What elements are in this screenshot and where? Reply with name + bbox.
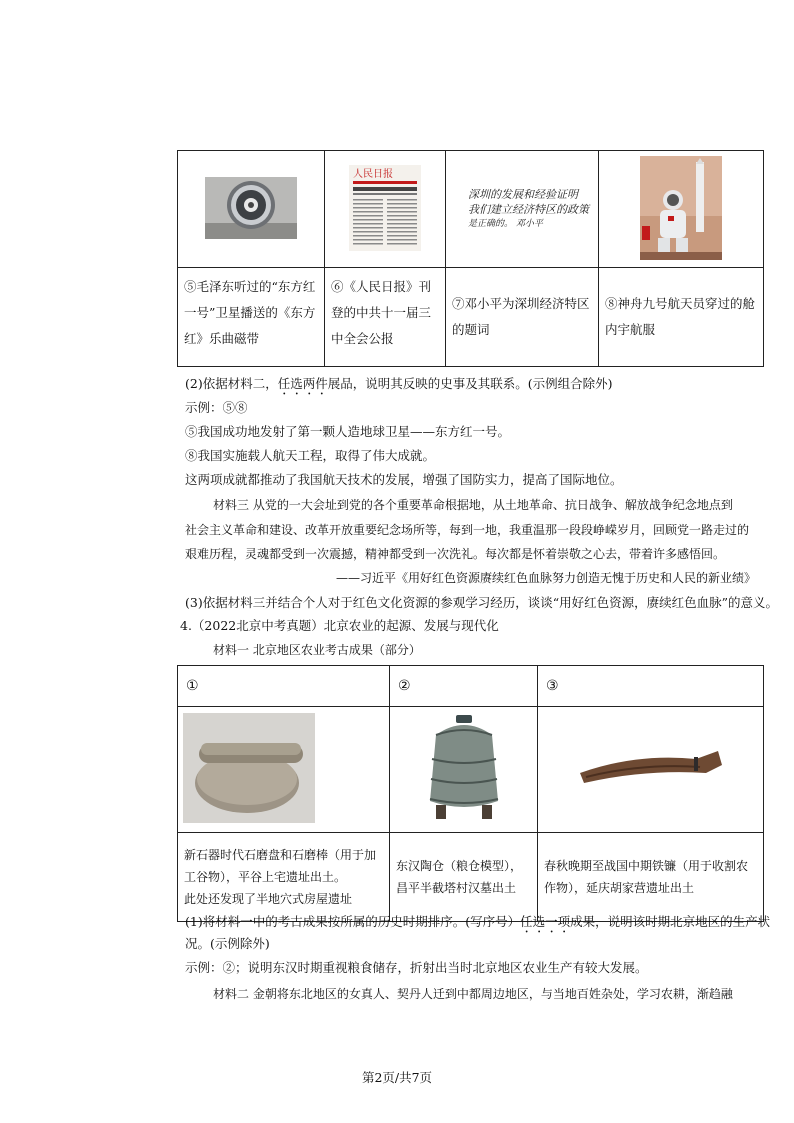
caption-3 <box>538 833 764 922</box>
number-2: ② <box>390 666 538 707</box>
caption-1-line-3: 此处还发现了半地穴式房屋遗址 <box>184 892 353 906</box>
image-cell-spacesuit <box>599 151 764 268</box>
page-footer: 第2页/共7页 <box>361 1070 433 1085</box>
calligraphy-image <box>446 187 598 232</box>
caption-7: ⑦邓小平为深圳经济特区的题词 <box>446 268 599 367</box>
tape-reel-image <box>205 177 297 239</box>
image-cell-calligraphy <box>446 151 599 268</box>
number-row <box>178 666 764 707</box>
material3-line-2: 社会主义革命和建设、改革开放重要纪念场所等，每到一地，我重温那一段段峥嵘岁月，回顾党一路走过的 <box>185 523 750 537</box>
exhibit-table <box>177 150 764 367</box>
material2-line-1: 材料二 金朝将东北地区的女真人、契丹人迁到中都周边地区，与当地百姓杂处，学习农耕，渐趋融 <box>213 987 733 1001</box>
image-cell-tape <box>178 151 325 268</box>
caption-8: ⑧神舟九号航天员穿过的舱内宇航服 <box>599 268 764 367</box>
exhibit-caption-row <box>178 268 764 367</box>
material3-line-1: 材料三 从党的一大会址到党的各个重要革命根据地，从土地革命、抗日战争、解放战争纪念地点到 <box>213 498 733 512</box>
q2-example-label: 示例：⑤⑧ <box>185 400 248 415</box>
number-1: ① <box>178 666 390 707</box>
material3-source: ——习近平《用好红色资源赓续红色血脉努力创造无愧于历史和人民的新业绩》 <box>336 571 757 585</box>
q2-prefix: (2)依据材料二， <box>185 376 278 391</box>
calligraphy-line-1: 深圳的发展和经验证明 <box>468 187 578 201</box>
newspaper-masthead: 人民日报 <box>353 168 393 180</box>
q1-suffix: 成果，说明该时期北京地区的生产状 <box>570 914 771 929</box>
caption-6: ⑥《人民日报》刊登的中共十一届三中全会公报 <box>325 268 446 367</box>
caption-1-line-1: 新石器时代石磨盘和石磨棒（用于加 <box>184 848 377 862</box>
question-3: (3)依据材料三并结合个人对于红色文化资源的参观学习经历，谈谈“用好红色资源，赓续红色血脉”的意义。 <box>185 595 778 610</box>
caption-2-line-2: 昌平半截塔村汉墓出土 <box>396 881 517 895</box>
q2-suffix: 展品，说明其反映的史事及其联系。(示例组合除外) <box>327 376 613 391</box>
question-1 <box>185 912 770 936</box>
q2-answer-line-1: ⑤我国成功地发射了第一颗人造地球卫星——东方红一号。 <box>185 424 511 439</box>
iron-sickle-image <box>576 743 726 793</box>
image-cell-newspaper <box>325 151 446 268</box>
number-3: ③ <box>538 666 764 707</box>
newspaper-image <box>349 165 421 251</box>
calligraphy-line-2: 我们建立经济特区的政策 <box>468 202 589 216</box>
question-2 <box>185 374 613 398</box>
caption-1 <box>178 833 390 922</box>
q1-prefix: (1)将材料一中的考古成果按所属的历史时期排序。(写序号） <box>185 914 521 929</box>
q2-emphasis: 任选两件 <box>277 376 328 391</box>
material3-line-3: 艰难历程，灵魂都受到一次震撼，精神都受到一次洗礼。每次都是怀着崇敬之心去，带着许多感悟回。 <box>185 547 726 561</box>
caption-2-line-1: 东汉陶仓（粮仓模型）， <box>396 859 523 873</box>
material1-title: 材料一 北京地区农业考古成果（部分） <box>213 643 421 657</box>
image-cell-grinding-stone <box>178 707 390 833</box>
q1-line-2: 况。(示例除外) <box>185 936 270 951</box>
caption-3-line-1: 春秋晚期至战国中期铁镰（用于收割农 <box>544 859 749 873</box>
caption-5: ⑤毛泽东听过的“东方红一号”卫星播送的《东方红》乐曲磁带 <box>178 268 325 367</box>
archaeology-table <box>177 665 764 922</box>
artifact-caption-row <box>178 833 764 922</box>
q2-answer-line-3: 这两项成就都推动了我国航天技术的发展，增强了国防实力，提高了国际地位。 <box>185 472 623 487</box>
caption-3-line-2: 作物），延庆胡家营遗址出土 <box>544 881 695 895</box>
q1-emphasis: 任选一项 <box>520 914 571 929</box>
artifact-image-row <box>178 707 764 833</box>
exhibit-image-row <box>178 151 764 268</box>
grinding-stone-image <box>183 713 315 823</box>
q1-example: 示例：②；说明东汉时期重视粮食储存，折射出当时北京地区农业生产有较大发展。 <box>185 960 648 975</box>
caption-1-line-2: 工谷物），平谷上宅遗址出土。 <box>184 870 347 884</box>
question-4-title: 4.（2022北京中考真题）北京农业的起源、发展与现代化 <box>180 618 499 633</box>
image-cell-pottery-granary <box>390 707 538 833</box>
q2-answer-line-2: ⑧我国实施载人航天工程，取得了伟大成就。 <box>185 448 436 463</box>
pottery-granary-image <box>422 713 506 823</box>
spacesuit-image <box>640 156 722 260</box>
calligraphy-line-3: 是正确的。 邓小平 <box>468 218 543 229</box>
caption-2 <box>390 833 538 922</box>
image-cell-iron-sickle <box>538 707 764 833</box>
